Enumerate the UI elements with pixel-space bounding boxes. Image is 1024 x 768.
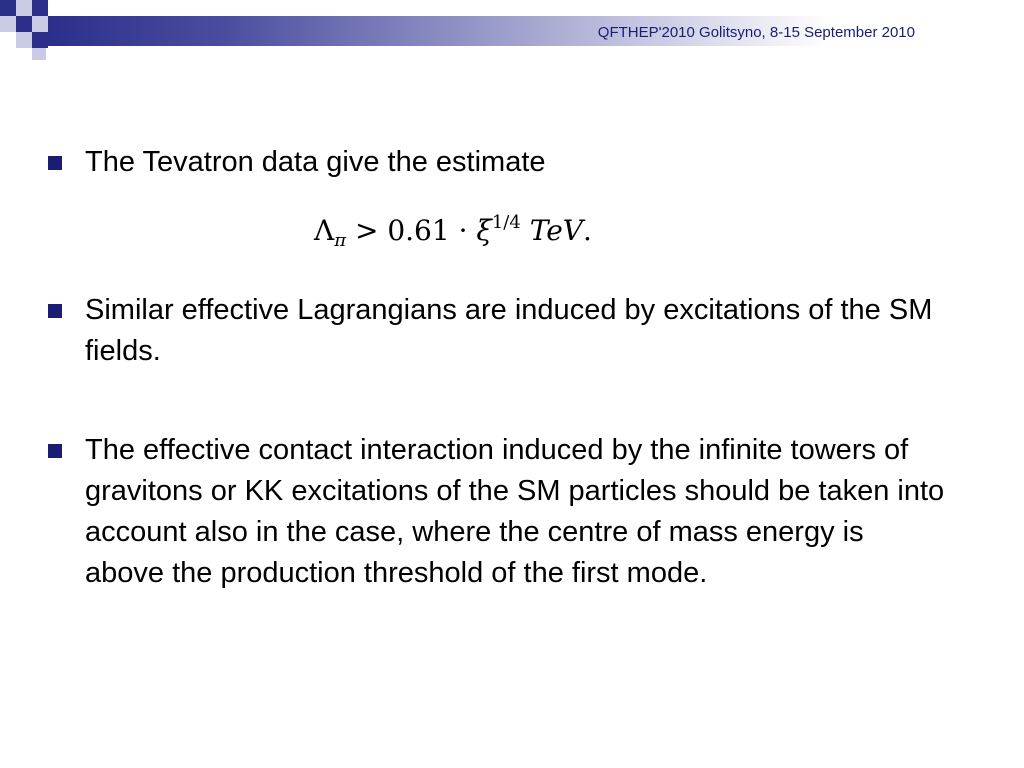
formula-relation: > 0.61 · [346,214,477,247]
bullet-square-icon [48,304,62,318]
formula-exponent: 1/4 [491,212,521,233]
formula-xi: ξ [476,214,492,247]
conference-label: QFTHEP'2010 Golitsyno, 8-15 September 2010 [597,24,915,41]
bullet-text: The effective contact interaction induced by the infinite towers of gravitons or KK excitations of the SM particles should be taken into account also in the case, where the centre of mass energy is above the production threshold of the first mode. [85,434,945,589]
logo-square [16,32,32,48]
tevatron-estimate-formula [314,212,592,251]
formula-unit: TeV [529,214,583,247]
bullet-text: The Tevatron data give the estimate [85,146,546,178]
formula-lambda-subscript: π [334,230,347,251]
bullet-square-icon [48,156,62,170]
logo-square [0,16,16,32]
slide-header [0,0,1024,62]
logo-square [0,0,16,16]
logo-square [32,0,48,16]
logo-square [32,48,46,60]
formula-end: . [582,214,592,247]
bullet-square-icon [48,444,62,458]
logo-square [32,32,48,48]
logo-square [32,16,48,32]
logo-square [16,0,32,16]
formula-lambda: Λ [314,214,335,247]
logo-square [16,16,32,32]
bullet-text: Similar effective Lagrangians are induced by excitations of the SM fields. [85,294,933,367]
